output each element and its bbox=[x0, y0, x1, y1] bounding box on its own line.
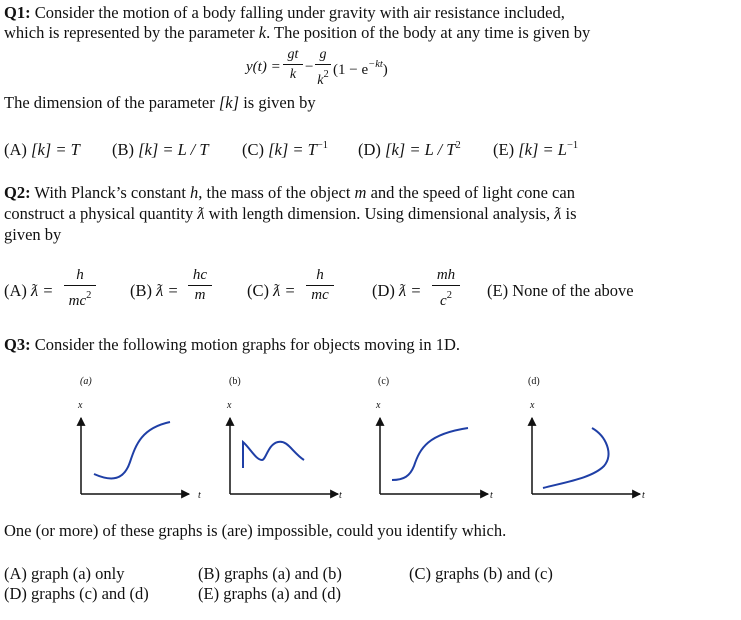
q1-option-a-expr: [k] = T bbox=[31, 140, 80, 159]
q2-line1-text-c: and the speed of light bbox=[366, 183, 517, 202]
q2-option-b-lambda: ƛ = bbox=[156, 281, 179, 300]
q3-option-b[interactable]: (B) graphs (a) and (b) bbox=[198, 564, 342, 583]
graph-b-label: (b) bbox=[229, 376, 241, 387]
q1-eq-tail-text: (1 − e bbox=[333, 62, 369, 78]
q1-option-b-label: (B) bbox=[112, 140, 139, 159]
q1-option-a-label: (A) bbox=[4, 140, 32, 159]
q1-eq-f1-den: k bbox=[289, 67, 297, 82]
q2-line2-text-b: with length dimension. Using dimensional analysis, bbox=[204, 204, 555, 223]
q2-option-a-den: mc bbox=[68, 293, 87, 309]
q2-var-lambda: ƛ bbox=[197, 204, 205, 223]
q3-option-d[interactable]: (D) graphs (c) and (d) bbox=[4, 584, 149, 603]
graph-b-t-label: t bbox=[339, 490, 342, 501]
q2-option-d-num: mh bbox=[436, 267, 456, 283]
q2-option-b-num: hc bbox=[192, 267, 208, 283]
q2-option-d-den: c bbox=[440, 293, 447, 309]
q2-option-a-lambda: ƛ = bbox=[31, 281, 54, 300]
q1-eq-f1-num: gt bbox=[287, 47, 299, 62]
graph-c-curve bbox=[392, 428, 468, 480]
q2-option-c-lambda: ƛ = bbox=[273, 281, 296, 300]
graph-d-label: (d) bbox=[528, 376, 540, 387]
q3-text-line1: Consider the following motion graphs for objects moving in 1D. bbox=[30, 335, 461, 354]
graph-d[interactable] bbox=[532, 418, 640, 494]
q1-option-d-exp: 2 bbox=[455, 140, 461, 151]
q1-line2-text-b: . The position of the body at any time is given by bbox=[266, 23, 591, 42]
q2-option-a-label: (A) bbox=[4, 281, 32, 300]
q1-option-c-expr: [k] = T bbox=[268, 140, 317, 159]
q2-var-h: h bbox=[190, 183, 199, 202]
q1-option-d-label: (D) bbox=[358, 140, 386, 159]
q1-option-e-expr: [k] = L bbox=[518, 140, 567, 159]
q2-line3: given by bbox=[4, 225, 62, 244]
q2-var-m: m bbox=[354, 183, 367, 202]
graph-b[interactable] bbox=[230, 418, 338, 494]
q2-option-d-den-exp: 2 bbox=[446, 290, 452, 301]
q2-option-d-lambda: ƛ = bbox=[399, 281, 422, 300]
q2-line2-text-a: construct a physical quantity bbox=[4, 204, 198, 223]
q2-label: Q2: bbox=[4, 183, 31, 202]
graph-c-label: (c) bbox=[378, 376, 390, 387]
q1-option-e-label: (E) bbox=[493, 140, 519, 159]
q2-option-d-label: (D) bbox=[372, 281, 400, 300]
q2-line1-text-d: one can bbox=[524, 183, 575, 202]
graph-c[interactable] bbox=[380, 418, 488, 494]
q2-option-a-num: h bbox=[76, 267, 84, 283]
q1-eq-tail-exp: −kt bbox=[368, 59, 383, 70]
q1-text-line1: Consider the motion of a body falling under gravity with air resistance included, bbox=[30, 3, 565, 22]
q3-option-a[interactable]: (A) graph (a) only bbox=[4, 564, 125, 583]
graph-a-curve bbox=[94, 422, 170, 478]
graph-c-x-label: x bbox=[376, 400, 381, 411]
q1-dim-text-a: The dimension of the parameter bbox=[4, 93, 219, 112]
graph-d-x-label: x bbox=[530, 400, 535, 411]
q2-line1-text-a: With Planck’s constant bbox=[30, 183, 191, 202]
q1-eq-tail-close: ) bbox=[382, 62, 388, 78]
q2-line1-text-b: , the mass of the object bbox=[198, 183, 355, 202]
q1-eq-f2-den: k bbox=[317, 73, 324, 88]
graph-a-x-label: x bbox=[78, 400, 83, 411]
q2-var-lambda-2: ƛ bbox=[554, 204, 562, 223]
q2-option-c-label: (C) bbox=[247, 281, 274, 300]
graph-a-t-label: t bbox=[198, 490, 201, 501]
q1-eq-lhs-text: y(t) = bbox=[246, 59, 281, 75]
q1-dim-k: [k] bbox=[218, 93, 240, 112]
graph-d-curve bbox=[543, 428, 608, 488]
q2-line2-text-c: is bbox=[561, 204, 577, 223]
q1-eq-minus: − bbox=[305, 59, 314, 75]
graph-c-t-label: t bbox=[490, 490, 493, 501]
q1-option-c-label: (C) bbox=[242, 140, 269, 159]
graph-a[interactable] bbox=[81, 418, 189, 494]
q1-line2-text-a: which is represented by the parameter bbox=[4, 23, 259, 42]
q2-option-b-label: (B) bbox=[130, 281, 157, 300]
q1-eq-f2-num: g bbox=[319, 47, 327, 62]
q2-option-c-den: mc bbox=[311, 287, 329, 303]
q3-label: Q3: bbox=[4, 335, 31, 354]
q3-prompt: One (or more) of these graphs is (are) impossible, could you identify which. bbox=[4, 521, 507, 540]
q1-eq-f2-den-exp: 2 bbox=[323, 69, 329, 80]
graph-a-label: (a) bbox=[80, 376, 92, 387]
graph-b-curve bbox=[243, 442, 304, 468]
q2-option-b-den: m bbox=[194, 287, 206, 303]
q1-option-e-exp: −1 bbox=[566, 140, 579, 151]
q1-option-d-expr: [k] = L / T bbox=[385, 140, 456, 159]
q1-option-c-exp: −1 bbox=[316, 140, 329, 151]
q2-option-c-num: h bbox=[316, 267, 324, 283]
q3-option-c[interactable]: (C) graphs (b) and (c) bbox=[409, 564, 553, 583]
q1-label: Q1: bbox=[4, 3, 31, 22]
q1-param-k: k bbox=[258, 23, 267, 42]
q1-dim-text-b: is given by bbox=[239, 93, 316, 112]
q1-option-b-expr: [k] = L / T bbox=[138, 140, 209, 159]
q2-option-a-den-exp: 2 bbox=[86, 290, 92, 301]
q2-var-c: c bbox=[516, 183, 525, 202]
q2-option-e[interactable]: (E) None of the above bbox=[487, 281, 634, 300]
graph-d-t-label: t bbox=[642, 490, 645, 501]
graph-b-x-label: x bbox=[227, 400, 232, 411]
q3-option-e[interactable]: (E) graphs (a) and (d) bbox=[198, 584, 341, 603]
